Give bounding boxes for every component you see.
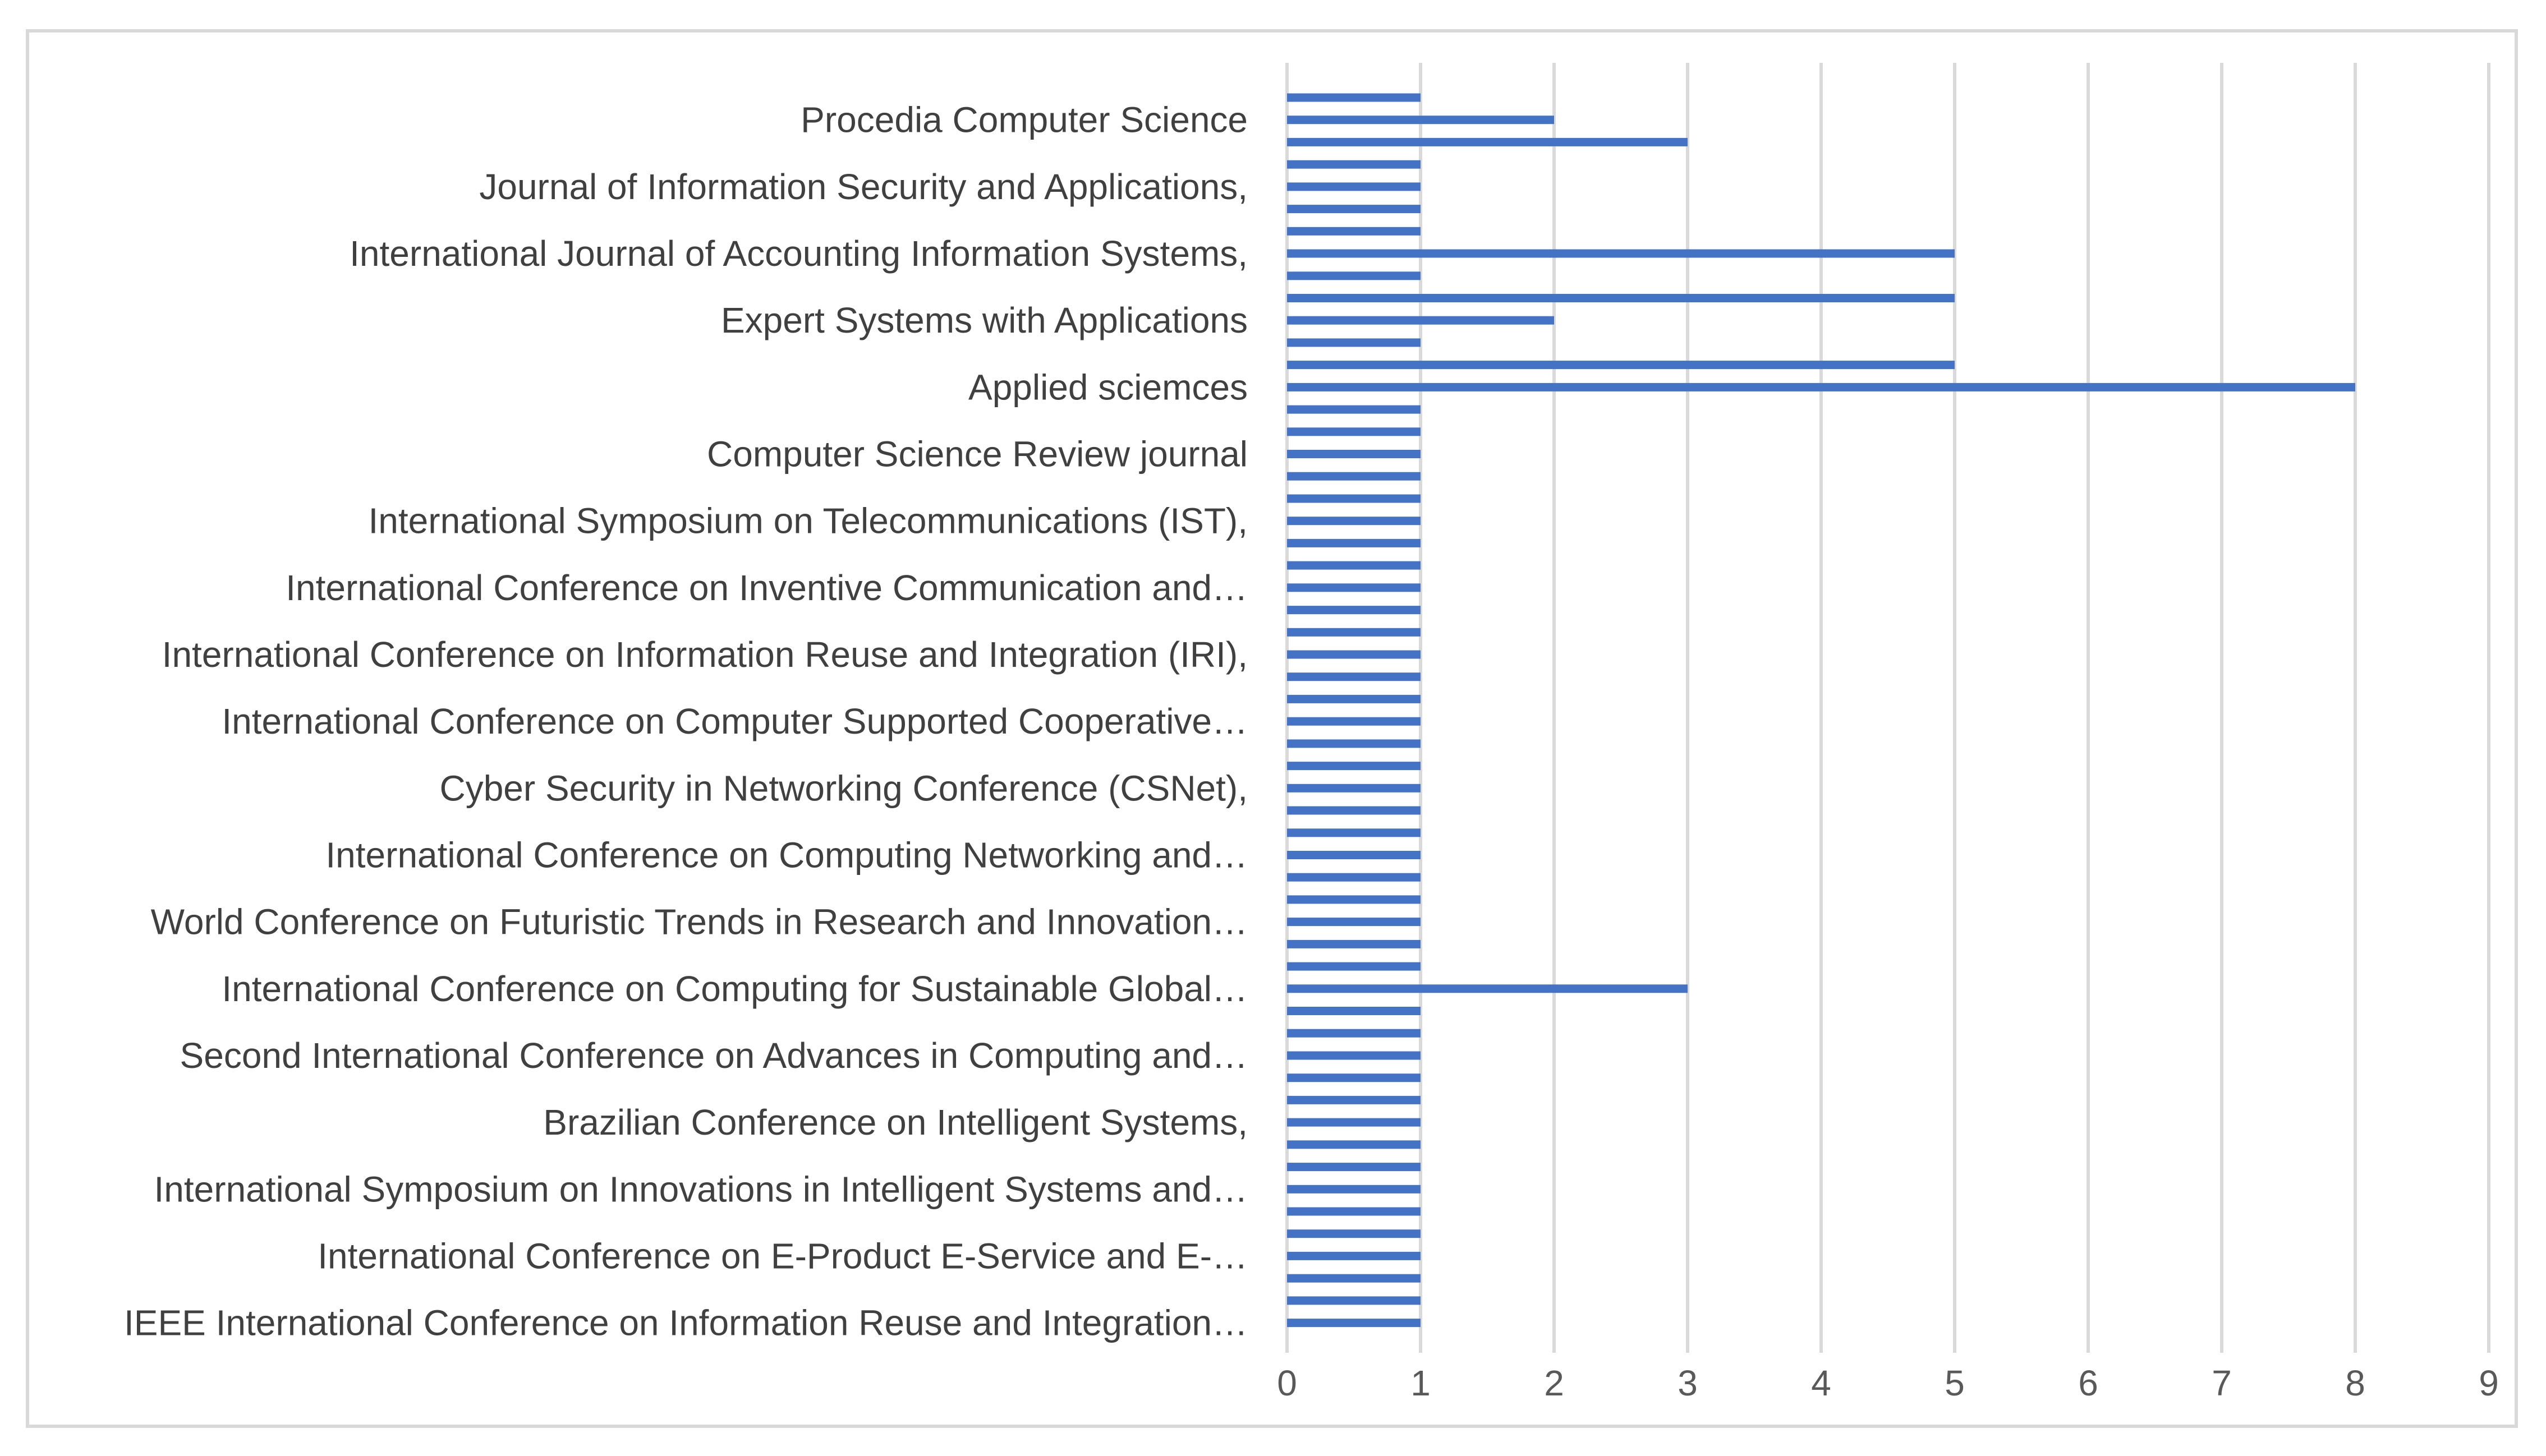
category-label: Second International Conference on Advances in Computing and…	[180, 1035, 1248, 1076]
bar-chart	[29, 33, 2515, 1425]
category-label: IEEE International Conference on Information Reuse and Integration…	[124, 1302, 1248, 1343]
x-tick-label: 3	[1678, 1363, 1698, 1403]
bar	[1287, 784, 1421, 792]
x-tick-label: 2	[1544, 1363, 1564, 1403]
bar	[1287, 1140, 1421, 1149]
category-label: Computer Science Review journal	[707, 434, 1248, 474]
bar	[1287, 962, 1421, 971]
bar	[1287, 695, 1421, 703]
bar	[1287, 383, 2355, 391]
bar	[1287, 338, 1421, 347]
bar	[1287, 160, 1421, 169]
x-tick-label: 6	[2078, 1363, 2098, 1403]
category-label: International Journal of Accounting Information Systems,	[350, 233, 1248, 274]
bar	[1287, 316, 1554, 325]
x-tick-label: 9	[2479, 1363, 2499, 1403]
bar	[1287, 472, 1421, 481]
bar	[1287, 495, 1421, 503]
bar	[1287, 1052, 1421, 1060]
x-tick-label: 4	[1811, 1363, 1831, 1403]
bar	[1287, 1296, 1421, 1305]
bar	[1287, 517, 1421, 525]
bar	[1287, 651, 1421, 659]
bar	[1287, 406, 1421, 414]
bar	[1287, 628, 1421, 637]
category-label: International Conference on Computing for Sustainable Global…	[222, 968, 1248, 1009]
category-label: Brazilian Conference on Intelligent Systems,	[543, 1102, 1248, 1143]
x-tick-label: 0	[1277, 1363, 1297, 1403]
bar	[1287, 828, 1421, 837]
bar	[1287, 1163, 1421, 1171]
bar	[1287, 984, 1688, 993]
bar	[1287, 606, 1421, 614]
bar	[1287, 672, 1421, 681]
bar	[1287, 116, 1554, 124]
bar	[1287, 94, 1421, 102]
category-label: World Conference on Futuristic Trends in Research and Innovation…	[150, 901, 1248, 942]
category-label: International Conference on Computer Supported Cooperative…	[222, 701, 1248, 742]
bar	[1287, 583, 1421, 592]
bar	[1287, 895, 1421, 904]
bar	[1287, 271, 1421, 280]
bar	[1287, 1319, 1421, 1327]
bar	[1287, 739, 1421, 748]
bar	[1287, 1274, 1421, 1283]
bar	[1287, 561, 1421, 570]
bar	[1287, 918, 1421, 926]
bar	[1287, 1029, 1421, 1038]
category-label: International Symposium on Telecommunications (IST),	[368, 500, 1248, 541]
bar	[1287, 940, 1421, 948]
bar	[1287, 1073, 1421, 1082]
category-label: International Conference on Inventive Communication and…	[286, 567, 1248, 608]
bar	[1287, 762, 1421, 770]
category-label: Expert Systems with Applications	[720, 300, 1248, 341]
bar	[1287, 1229, 1421, 1238]
chart-frame	[26, 29, 2518, 1428]
bar	[1287, 539, 1421, 547]
bar	[1287, 873, 1421, 882]
bar	[1287, 450, 1421, 458]
bar	[1287, 205, 1421, 213]
bar	[1287, 1118, 1421, 1127]
category-label: International Conference on Computing Networking and…	[325, 835, 1248, 876]
bar	[1287, 138, 1688, 146]
category-labels	[124, 100, 1248, 1343]
bar	[1287, 851, 1421, 859]
bar	[1287, 1007, 1421, 1015]
category-label: Journal of Information Security and Applications,	[479, 166, 1248, 207]
category-label: Applied sciemces	[968, 367, 1248, 408]
category-label: International Conference on E-Product E-Service and E-…	[318, 1236, 1248, 1277]
x-tick-label: 7	[2212, 1363, 2232, 1403]
bar	[1287, 250, 1955, 258]
bar	[1287, 294, 1955, 302]
bar	[1287, 717, 1421, 726]
category-label: International Symposium on Innovations in Intelligent Systems and…	[154, 1169, 1248, 1210]
bar	[1287, 1185, 1421, 1194]
x-tick-label: 1	[1410, 1363, 1431, 1403]
bar	[1287, 361, 1955, 369]
bar	[1287, 182, 1421, 191]
x-tick-label: 5	[1945, 1363, 1965, 1403]
category-label: International Conference on Information Reuse and Integration (IRI),	[162, 634, 1248, 675]
bar	[1287, 1208, 1421, 1216]
category-label: Procedia Computer Science	[801, 99, 1248, 140]
bar	[1287, 1252, 1421, 1260]
bar	[1287, 807, 1421, 815]
x-axis-ticks	[1277, 1363, 2499, 1403]
bar	[1287, 1096, 1421, 1104]
bar	[1287, 427, 1421, 436]
x-tick-label: 8	[2345, 1363, 2365, 1403]
category-label: Cyber Security in Networking Conference (CSNet),	[439, 768, 1248, 809]
bar	[1287, 227, 1421, 236]
